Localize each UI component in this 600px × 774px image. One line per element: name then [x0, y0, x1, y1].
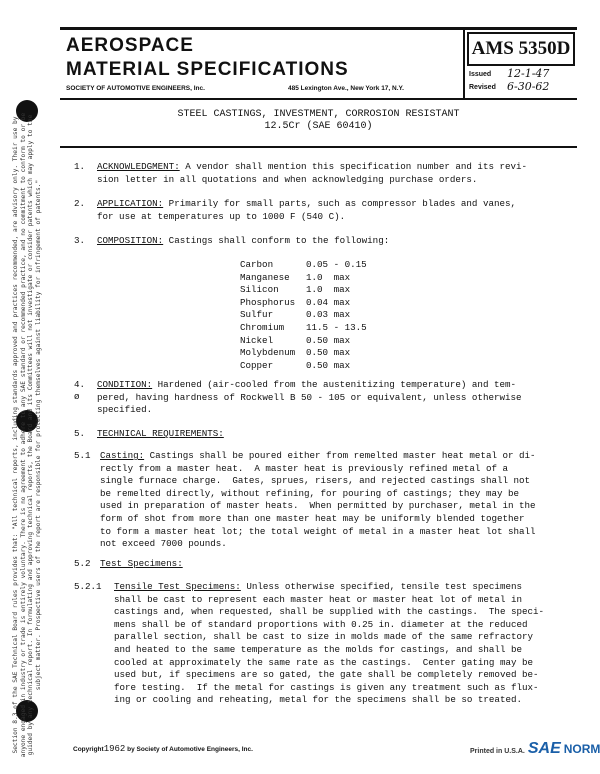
composition-row — [240, 335, 367, 348]
section-5-2-test-specimens — [100, 558, 183, 571]
printed-label: Printed in U.S.A. — [470, 748, 525, 755]
header-title-aerospace: AEROSPACE — [66, 35, 194, 56]
section-5-number: 5. — [74, 428, 86, 439]
section-5-2-1-tensile: Tensile Test Specimens: Unless otherwise specified, tensile test specimens shall be cast to represent each master heat or master heat lot of metal in castings and, when requested, shall be supplied with the castings. The speci- mens shall be of standard proportions with 0.25 in. diameter at the reduced parallel section, shall be cast to size in molds made of the same refractory and heated to the same temperature as the molds for castings, and shall be cooled at approximately the same rate as the castings. Center gating may be used but, if specimens are so gated, the gate shall be completely removed be- fore testing. If the metal for castings is given any treatment such as flux- ing or cooling and reheating, metal for the specimens shall be so treated. — [114, 581, 545, 706]
section-5-2-1-heading: Tensile Test Specimens: — [114, 581, 241, 592]
spec-title — [60, 109, 577, 133]
composition-element: Copper — [240, 359, 274, 371]
header-society: SOCIETY OF AUTOMOTIVE ENGINEERS, Inc. — [66, 85, 205, 92]
composition-row — [240, 347, 367, 360]
section-4-condition: CONDITION: Hardened (air-cooled from the austenitizing temperature) and tem- pered, having hardness of Rockwell B 50 - 105 or equivalent, unless otherwise specified. — [97, 379, 522, 416]
header-title-material-specifications: MATERIAL SPECIFICATIONS — [66, 59, 349, 80]
composition-row — [240, 297, 367, 310]
section-3-composition: COMPOSITION: Castings shall conform to the following: — [97, 235, 390, 246]
composition-value: 0.04 max — [306, 296, 351, 308]
composition-value: 11.5 - 13.5 — [306, 321, 367, 333]
section-1-heading: ACKNOWLEDGMENT: — [97, 161, 180, 172]
composition-row — [240, 284, 367, 297]
composition-value: 0.50 max — [306, 334, 351, 346]
composition-row — [240, 322, 367, 335]
composition-value: 0.03 max — [306, 309, 351, 321]
document-header — [60, 27, 577, 100]
composition-element: Chromium — [240, 321, 285, 333]
revised-date: 6-30-62 — [507, 80, 550, 93]
issued-date: 12-1-47 — [507, 67, 550, 80]
section-5-1-casting: Casting: Castings shall be poured either from remelted master heat metal or di- rectly from a master heat. A master heat is previously refined metal of a single furnace charge. Gates, sprues, risers, and rejected castings shall not be remelted directly, without refining, for pouring of castings; they may be used in preparation of master heats. When permitted by purchaser, metal in the form of shot from more than one master heat may be uniformly blended together to form a master heat lot; the total weight of metal in a master heat lot shall not exceed 7000 pounds. — [100, 450, 536, 550]
composition-element: Molybdenum — [240, 347, 296, 359]
section-2-heading: APPLICATION: — [97, 198, 164, 209]
revision-mark: ø — [74, 391, 80, 402]
composition-value: 1.0 max — [306, 271, 351, 283]
composition-element: Sulfur — [240, 309, 274, 321]
section-3-number: 3. — [74, 235, 86, 246]
issued-label: Issued — [469, 71, 492, 78]
section-2-application: APPLICATION: Primarily for small parts, such as compressor blades and vanes, for use at temperatures up to 1000 F (540 C). — [97, 198, 517, 222]
composition-value: 0.50 max — [306, 359, 351, 371]
composition-table — [240, 259, 367, 372]
section-2-number: 2. — [74, 198, 86, 209]
composition-value: 0.50 max — [306, 347, 351, 359]
composition-element: Nickel — [240, 334, 274, 346]
left-margin-strip — [12, 90, 42, 758]
composition-row — [240, 272, 367, 285]
revised-label: Revised — [469, 84, 496, 91]
ams-number-box: AMS 5350D — [467, 32, 575, 66]
sidebar-disclaimer: Section 8.3 of the SAE Technical Board rules provides that: "All technical reports, including standards approved and practices recommended, are advisory only. Their use by anyone engaged in industry or trade is entirely voluntary. There is no agreement to adhere to any SAE standard or recommended practice, and no commitment to conform to or be guided by any technical report. In formulating and approving technical reports, the Board and its Committees will not investigate or consider patents which may apply to the subject matter. Prospective users of the report are responsible for protecting themselves against liability for infringement of patents." — [12, 112, 42, 758]
section-5-2-1-number: 5.2.1 — [74, 581, 102, 592]
spec-title-line2: 12.5Cr (SAE 60410) — [264, 121, 373, 132]
section-5-technical-requirements — [97, 428, 224, 441]
composition-element: Silicon — [240, 284, 279, 296]
section-5-heading: TECHNICAL REQUIREMENTS: — [97, 428, 224, 439]
section-1-acknowledgment: ACKNOWLEDGMENT: A vendor shall mention this specification number and its revi- sion letter in all quotations and when acknowledging purchase orders. — [97, 161, 528, 185]
composition-value: 0.05 - 0.15 — [306, 259, 367, 270]
section-5-2-heading: Test Specimens: — [100, 558, 183, 569]
header-divider — [463, 30, 465, 98]
composition-element: Carbon — [240, 259, 274, 270]
footer-copyright: Copyright1962 by Society of Automotive Engineers, Inc. — [73, 744, 253, 754]
spec-title-line1: STEEL CASTINGS, INVESTMENT, CORROSION RESISTANT — [177, 109, 460, 120]
section-5-1-heading: Casting: — [100, 450, 145, 461]
composition-row — [240, 360, 367, 373]
composition-element: Manganese — [240, 271, 290, 283]
sae-norm-watermark: NORM — [563, 742, 600, 756]
sae-logo: SAE — [527, 740, 561, 757]
composition-element: Phosphorus — [240, 296, 296, 308]
footer-right — [470, 740, 600, 758]
header-address: 485 Lexington Ave., New York 17, N.Y. — [288, 85, 404, 92]
section-4-heading: CONDITION: — [97, 379, 153, 390]
composition-row — [240, 259, 367, 272]
section-5-2-number: 5.2 — [74, 558, 91, 569]
section-1-number: 1. — [74, 161, 86, 172]
section-3-heading: COMPOSITION: — [97, 235, 164, 246]
composition-row — [240, 309, 367, 322]
composition-value: 1.0 max — [306, 284, 351, 296]
section-5-1-number: 5.1 — [74, 450, 91, 461]
title-rule — [60, 146, 577, 148]
section-4-number: 4. — [74, 379, 86, 390]
